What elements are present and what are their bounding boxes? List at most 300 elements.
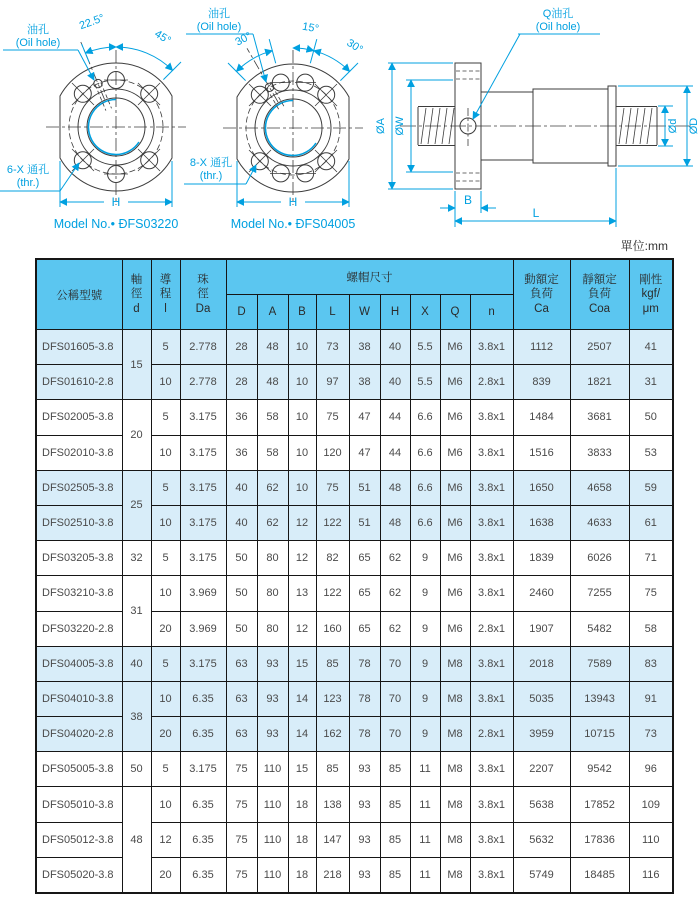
header-rigidity: 剛性 kgf/ μm [629, 259, 673, 330]
cell-nut-dim: 138 [316, 787, 349, 822]
cell-model: DFS05005-3.8 [36, 752, 122, 787]
cell-nut-dim: 62 [380, 576, 410, 611]
cell-nut-dim: 147 [316, 822, 349, 857]
cell-ball-dia: 3.175 [180, 400, 226, 435]
cell-rigidity: 53 [629, 435, 673, 470]
cell-static-load: 4658 [570, 470, 629, 505]
cell-rigidity: 41 [629, 330, 673, 365]
model-no-label: Model No.• ĐFS04005 [230, 217, 356, 231]
dim-od-big-label: ØD [688, 117, 700, 135]
angle-label-22-5: 22.5° [77, 12, 107, 33]
cell-nut-dim: 3.8x1 [470, 787, 513, 822]
cell-nut-dim: 78 [349, 717, 380, 752]
cell-nut-dim: 218 [316, 857, 349, 893]
cell-nut-dim: 3.8x1 [470, 681, 513, 716]
cell-nut-dim: 93 [257, 646, 288, 681]
cell-nut-dim: M8 [440, 787, 470, 822]
cell-static-load: 9542 [570, 752, 629, 787]
cell-nut-dim: 75 [316, 470, 349, 505]
cell-model: DFS03210-3.8 [36, 576, 122, 611]
cell-shaft-dia: 50 [122, 752, 151, 787]
table-row [36, 787, 673, 822]
cell-nut-dim: M6 [440, 365, 470, 400]
cell-ball-dia: 3.175 [180, 470, 226, 505]
cell-static-load: 6026 [570, 541, 629, 576]
header-dynamic-load: 動額定 負荷 Ca [513, 259, 570, 330]
cell-nut-dim: M8 [440, 717, 470, 752]
dim-l-label: L [532, 206, 540, 220]
angle-label-45: 45° [152, 27, 173, 47]
oil-hole [265, 83, 273, 91]
table-row [36, 752, 673, 787]
cell-dynamic-load: 1112 [513, 330, 570, 365]
cell-nut-dim: M6 [440, 400, 470, 435]
flange-drawing-6hole [0, 12, 186, 231]
cell-ball-dia: 3.175 [180, 752, 226, 787]
cell-nut-dim: M8 [440, 752, 470, 787]
cell-shaft-dia: 48 [122, 787, 151, 893]
cell-nut-dim: 85 [316, 646, 349, 681]
cell-static-load: 3681 [570, 400, 629, 435]
cell-nut-dim: 75 [226, 822, 257, 857]
cell-model: DFS03220-2.8 [36, 611, 122, 646]
cell-nut-dim: 75 [316, 400, 349, 435]
cell-model: DFS01610-2.8 [36, 365, 122, 400]
cell-nut-dim: M6 [440, 470, 470, 505]
cell-nut-dim: 70 [380, 646, 410, 681]
table-row [36, 576, 673, 611]
svg-text:H: H [111, 195, 121, 209]
cell-dynamic-load: 5632 [513, 822, 570, 857]
cell-nut-dim: 12 [288, 505, 316, 540]
svg-text:8-X 通孔: 8-X 通孔 [189, 157, 233, 169]
cell-model: DFS04020-2.8 [36, 717, 122, 752]
cell-nut-dim: 110 [257, 857, 288, 893]
cell-nut-dim: 58 [257, 435, 288, 470]
cell-nut-dim: M6 [440, 435, 470, 470]
cell-nut-dim: 73 [316, 330, 349, 365]
table-body [36, 330, 673, 894]
cell-rigidity: 31 [629, 365, 673, 400]
cell-nut-dim: 58 [257, 400, 288, 435]
dim-od-small-label: Ød [667, 118, 679, 134]
dim-b-label: B [463, 193, 473, 207]
svg-text:Q油孔: Q油孔 [542, 8, 574, 20]
cell-model: DFS05020-3.8 [36, 857, 122, 893]
cell-nut-dim: 85 [316, 752, 349, 787]
cell-nut-dim: 44 [380, 435, 410, 470]
cell-nut-dim: 93 [257, 681, 288, 716]
svg-text:(thr.): (thr.) [199, 170, 223, 182]
cell-nut-dim: 3.8x1 [470, 576, 513, 611]
cell-nut-dim: 80 [257, 611, 288, 646]
cell-dynamic-load: 1638 [513, 505, 570, 540]
cell-rigidity: 96 [629, 752, 673, 787]
technical-drawings [0, 0, 700, 240]
model-no-label: Model No.• ĐFS03220 [53, 217, 179, 231]
side-view-drawing [375, 6, 700, 227]
cell-nut-dim: 44 [380, 400, 410, 435]
cell-nut-dim: 28 [226, 365, 257, 400]
header-nut-col: B [288, 295, 316, 330]
header-nut-col: A [257, 295, 288, 330]
cell-nut-dim: 28 [226, 330, 257, 365]
angle-label-15: 15° [301, 20, 320, 36]
cell-model: DFS02010-3.8 [36, 435, 122, 470]
cell-lead: 10 [151, 787, 180, 822]
cell-dynamic-load: 3959 [513, 717, 570, 752]
cell-ball-dia: 6.35 [180, 857, 226, 893]
cell-nut-dim: 9 [410, 611, 440, 646]
cell-nut-dim: 110 [257, 752, 288, 787]
cell-nut-dim: 93 [349, 752, 380, 787]
cell-nut-dim: 110 [257, 787, 288, 822]
cell-dynamic-load: 2018 [513, 646, 570, 681]
cell-nut-dim: 47 [349, 435, 380, 470]
cell-nut-dim: M8 [440, 646, 470, 681]
cell-nut-dim: 50 [226, 541, 257, 576]
cell-nut-dim: 78 [349, 681, 380, 716]
cell-nut-dim: 80 [257, 541, 288, 576]
cell-nut-dim: 6.6 [410, 505, 440, 540]
cell-nut-dim: 10 [288, 435, 316, 470]
cell-static-load: 17852 [570, 787, 629, 822]
cell-rigidity: 116 [629, 857, 673, 893]
cell-nut-dim: 97 [316, 365, 349, 400]
cell-nut-dim: 3.8x1 [470, 505, 513, 540]
cell-rigidity: 50 [629, 400, 673, 435]
cell-nut-dim: 10 [288, 470, 316, 505]
cell-rigidity: 91 [629, 681, 673, 716]
cell-nut-dim: 14 [288, 681, 316, 716]
angle-dimensions [82, 44, 181, 80]
cell-nut-dim: 78 [349, 646, 380, 681]
cell-ball-dia: 3.175 [180, 435, 226, 470]
cell-nut-dim: 11 [410, 787, 440, 822]
table-row [36, 646, 673, 681]
thru-hole-callout [184, 155, 256, 184]
cell-rigidity: 75 [629, 576, 673, 611]
dim-oa-label: ØA [375, 118, 387, 134]
cell-nut-dim: 51 [349, 470, 380, 505]
cell-nut-dim: 93 [257, 717, 288, 752]
cell-lead: 10 [151, 435, 180, 470]
header-static-load: 靜額定 負荷 Coa [570, 259, 629, 330]
cell-model: DFS05010-3.8 [36, 787, 122, 822]
cell-nut-dim: 18 [288, 822, 316, 857]
cell-model: DFS03205-3.8 [36, 541, 122, 576]
cell-lead: 5 [151, 541, 180, 576]
cell-dynamic-load: 1907 [513, 611, 570, 646]
cell-nut-dim: 3.8x1 [470, 541, 513, 576]
cell-nut-dim: 11 [410, 857, 440, 893]
header-nut-col: Q [440, 295, 470, 330]
cell-model: DFS02005-3.8 [36, 400, 122, 435]
cell-nut-dim: 65 [349, 576, 380, 611]
cell-nut-dim: 122 [316, 576, 349, 611]
cell-model: DFS04005-3.8 [36, 646, 122, 681]
cell-nut-dim: 75 [226, 752, 257, 787]
flange-drawing-8hole [184, 6, 365, 231]
cell-static-load: 18485 [570, 857, 629, 893]
svg-text:H: H [288, 195, 298, 209]
header-nut-col: n [470, 295, 513, 330]
cell-nut-dim: 6.6 [410, 400, 440, 435]
cell-nut-dim: 38 [349, 365, 380, 400]
cell-nut-dim: 85 [380, 857, 410, 893]
cell-rigidity: 109 [629, 787, 673, 822]
cell-nut-dim: 47 [349, 400, 380, 435]
cell-ball-dia: 6.35 [180, 787, 226, 822]
cell-nut-dim: 62 [380, 611, 410, 646]
cell-nut-dim: 13 [288, 576, 316, 611]
cell-nut-dim: 3.8x1 [470, 857, 513, 893]
cell-model: DFS05012-3.8 [36, 822, 122, 857]
cell-nut-dim: 2.8x1 [470, 365, 513, 400]
cell-static-load: 17836 [570, 822, 629, 857]
cell-static-load: 13943 [570, 681, 629, 716]
header-model: 公稱型號 [36, 259, 122, 330]
cell-nut-dim: 3.8x1 [470, 646, 513, 681]
cell-static-load: 10715 [570, 717, 629, 752]
cell-lead: 10 [151, 505, 180, 540]
cell-lead: 5 [151, 646, 180, 681]
cell-nut-dim: 9 [410, 541, 440, 576]
cell-ball-dia: 3.175 [180, 541, 226, 576]
cell-nut-dim: 6.6 [410, 435, 440, 470]
cell-lead: 10 [151, 576, 180, 611]
cell-lead: 10 [151, 681, 180, 716]
cell-nut-dim: 122 [316, 505, 349, 540]
cell-model: DFS04010-3.8 [36, 681, 122, 716]
cell-nut-dim: 12 [288, 541, 316, 576]
cell-nut-dim: 80 [257, 576, 288, 611]
cell-nut-dim: 48 [257, 365, 288, 400]
cell-nut-dim: 9 [410, 681, 440, 716]
cell-dynamic-load: 1484 [513, 400, 570, 435]
cell-lead: 5 [151, 400, 180, 435]
cell-nut-dim: 36 [226, 435, 257, 470]
cell-nut-dim: 50 [226, 576, 257, 611]
cell-dynamic-load: 2207 [513, 752, 570, 787]
cell-nut-dim: 40 [226, 470, 257, 505]
cell-ball-dia: 3.969 [180, 611, 226, 646]
cell-nut-dim: 12 [288, 611, 316, 646]
cell-lead: 5 [151, 752, 180, 787]
cell-nut-dim: 3.8x1 [470, 400, 513, 435]
cell-nut-dim: 63 [226, 717, 257, 752]
cell-model: DFS01605-3.8 [36, 330, 122, 365]
cell-nut-dim: 9 [410, 576, 440, 611]
header-nut-col: X [410, 295, 440, 330]
cell-shaft-dia: 25 [122, 470, 151, 540]
cell-nut-dim: 48 [380, 470, 410, 505]
cell-nut-dim: 3.8x1 [470, 470, 513, 505]
cell-nut-dim: 93 [349, 787, 380, 822]
angle-label-30-left: 30° [233, 30, 254, 49]
cell-nut-dim: 5.5 [410, 365, 440, 400]
header-lead: 導 程 l [151, 259, 180, 330]
cell-ball-dia: 2.778 [180, 330, 226, 365]
header-nut-col: H [380, 295, 410, 330]
cell-ball-dia: 6.35 [180, 717, 226, 752]
thru-hole-callout [0, 162, 79, 191]
cell-static-load: 3833 [570, 435, 629, 470]
cell-nut-dim: 11 [410, 822, 440, 857]
cell-nut-dim: 10 [288, 365, 316, 400]
cell-shaft-dia: 20 [122, 400, 151, 470]
cell-model: DFS02510-3.8 [36, 505, 122, 540]
cell-nut-dim: 15 [288, 752, 316, 787]
svg-text:6-X 通孔: 6-X 通孔 [6, 164, 50, 176]
cell-nut-dim: 40 [380, 330, 410, 365]
cell-nut-dim: 120 [316, 435, 349, 470]
cell-static-load: 2507 [570, 330, 629, 365]
cell-nut-dim: 3.8x1 [470, 752, 513, 787]
cell-nut-dim: 18 [288, 787, 316, 822]
cell-rigidity: 73 [629, 717, 673, 752]
cell-shaft-dia: 38 [122, 681, 151, 751]
cell-nut-dim: 3.8x1 [470, 822, 513, 857]
cell-nut-dim: 38 [349, 330, 380, 365]
cell-nut-dim: 5.5 [410, 330, 440, 365]
cell-nut-dim: 123 [316, 681, 349, 716]
cell-nut-dim: M8 [440, 822, 470, 857]
cell-nut-dim: 160 [316, 611, 349, 646]
cell-nut-dim: 10 [288, 330, 316, 365]
header-nut-col: L [316, 295, 349, 330]
cell-nut-dim: 11 [410, 752, 440, 787]
unit-label: 單位:mm [620, 239, 668, 253]
table-row [36, 470, 673, 505]
cell-nut-dim: 82 [316, 541, 349, 576]
cell-rigidity: 59 [629, 470, 673, 505]
cell-nut-dim: 75 [226, 787, 257, 822]
cell-dynamic-load: 1516 [513, 435, 570, 470]
svg-text:(Oil hole): (Oil hole) [196, 21, 242, 33]
cell-rigidity: 58 [629, 611, 673, 646]
cell-nut-dim: 85 [380, 752, 410, 787]
cell-nut-dim: 36 [226, 400, 257, 435]
dim-ow-label: ØW [394, 116, 406, 136]
cell-dynamic-load: 5749 [513, 857, 570, 893]
cell-nut-dim: M8 [440, 857, 470, 893]
svg-text:(Oil hole): (Oil hole) [535, 21, 581, 33]
cell-lead: 10 [151, 365, 180, 400]
cell-ball-dia: 3.175 [180, 646, 226, 681]
cell-dynamic-load: 5638 [513, 787, 570, 822]
table-row [36, 681, 673, 716]
cell-nut-dim: 3.8x1 [470, 435, 513, 470]
cell-nut-dim: 70 [380, 717, 410, 752]
cell-shaft-dia: 40 [122, 646, 151, 681]
cell-nut-dim: 110 [257, 822, 288, 857]
cell-nut-dim: 10 [288, 400, 316, 435]
cell-static-load: 4633 [570, 505, 629, 540]
cell-static-load: 1821 [570, 365, 629, 400]
cell-nut-dim: 162 [316, 717, 349, 752]
cell-nut-dim: M6 [440, 576, 470, 611]
cell-ball-dia: 6.35 [180, 822, 226, 857]
cell-nut-dim: M8 [440, 681, 470, 716]
cell-nut-dim: 40 [380, 365, 410, 400]
cell-nut-dim: M6 [440, 330, 470, 365]
oil-hole-callout [473, 6, 600, 119]
spec-table [35, 258, 674, 894]
cell-nut-dim: 62 [257, 470, 288, 505]
cell-nut-dim: 63 [226, 646, 257, 681]
cell-nut-dim: 2.8x1 [470, 717, 513, 752]
cell-shaft-dia: 15 [122, 330, 151, 400]
cell-dynamic-load: 2460 [513, 576, 570, 611]
cell-nut-dim: 51 [349, 505, 380, 540]
header-nut-dims: 螺帽尺寸 [226, 259, 513, 295]
cell-dynamic-load: 5035 [513, 681, 570, 716]
cell-nut-dim: 18 [288, 857, 316, 893]
oil-hole-callout [186, 6, 266, 82]
cell-rigidity: 83 [629, 646, 673, 681]
cell-nut-dim: 93 [349, 857, 380, 893]
cell-shaft-dia: 32 [122, 541, 151, 576]
cell-shaft-dia: 31 [122, 576, 151, 646]
cell-nut-dim: 65 [349, 611, 380, 646]
svg-text:油孔: 油孔 [208, 8, 230, 20]
cell-nut-dim: 85 [380, 787, 410, 822]
cell-nut-dim: 50 [226, 611, 257, 646]
cell-nut-dim: 15 [288, 646, 316, 681]
header-nut-col: D [226, 295, 257, 330]
cell-rigidity: 61 [629, 505, 673, 540]
cell-dynamic-load: 1839 [513, 541, 570, 576]
cell-nut-dim: 6.6 [410, 470, 440, 505]
cell-nut-dim: 62 [257, 505, 288, 540]
table-header [36, 259, 673, 330]
cell-dynamic-load: 839 [513, 365, 570, 400]
svg-text:(Oil hole): (Oil hole) [15, 37, 61, 49]
header-nut-col: W [349, 295, 380, 330]
cell-nut-dim: 70 [380, 681, 410, 716]
cell-nut-dim: 75 [226, 857, 257, 893]
cell-static-load: 7589 [570, 646, 629, 681]
cell-nut-dim: 40 [226, 505, 257, 540]
cell-nut-dim: 62 [380, 541, 410, 576]
cell-nut-dim: 85 [380, 822, 410, 857]
table-row [36, 541, 673, 576]
cell-lead: 5 [151, 470, 180, 505]
cell-nut-dim: M6 [440, 611, 470, 646]
cell-rigidity: 71 [629, 541, 673, 576]
header-ball-dia: 珠 徑 Da [180, 259, 226, 330]
svg-text:(thr.): (thr.) [16, 177, 40, 189]
cell-rigidity: 110 [629, 822, 673, 857]
cell-static-load: 5482 [570, 611, 629, 646]
cell-nut-dim: 9 [410, 717, 440, 752]
cell-nut-dim: 48 [257, 330, 288, 365]
cell-nut-dim: 2.8x1 [470, 611, 513, 646]
cell-dynamic-load: 1650 [513, 470, 570, 505]
cell-lead: 5 [151, 330, 180, 365]
cell-ball-dia: 6.35 [180, 681, 226, 716]
svg-text:油孔: 油孔 [27, 24, 49, 36]
cell-nut-dim: 65 [349, 541, 380, 576]
cell-lead: 12 [151, 822, 180, 857]
cell-nut-dim: 93 [349, 822, 380, 857]
cell-nut-dim: 48 [380, 505, 410, 540]
table-row [36, 330, 673, 365]
cell-lead: 20 [151, 717, 180, 752]
table-row [36, 400, 673, 435]
cell-nut-dim: 63 [226, 681, 257, 716]
